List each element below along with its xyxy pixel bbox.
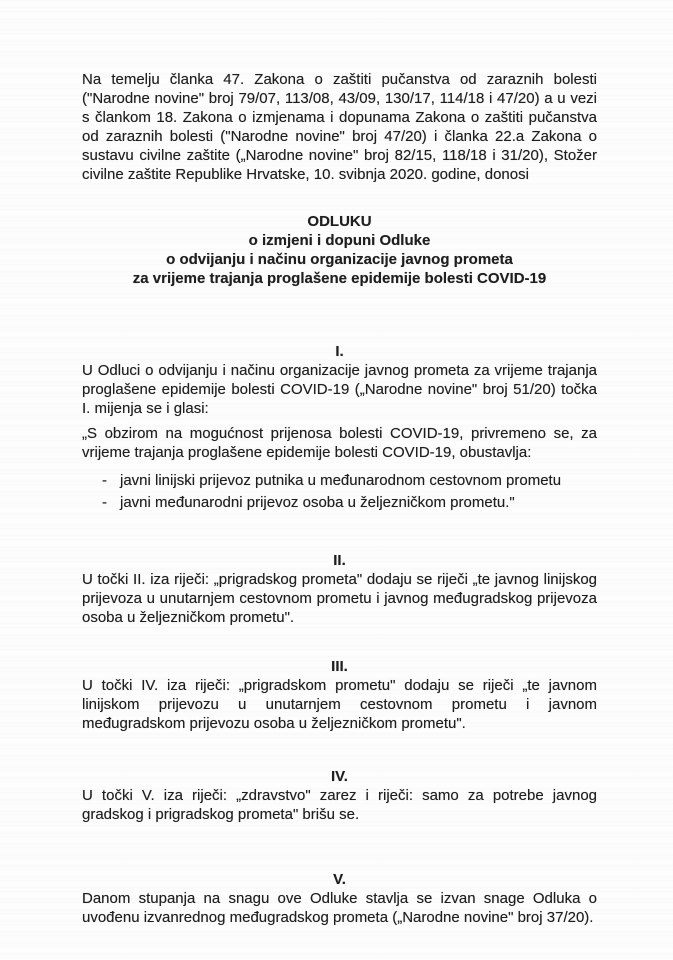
section-II (82, 551, 597, 627)
title-line-4: za vrijeme trajanja proglašene epidemije bolesti COVID-19 (132, 270, 547, 287)
bullet-dash: - (102, 494, 107, 511)
bullet-dash: - (102, 472, 107, 489)
section-I-bullet-list (82, 471, 597, 512)
bullet-text: javni linijski prijevoz putnika u međunarodnom cestovnom prometu (120, 472, 562, 489)
section-I-paragraph: U Odluci o odvijanju i načinu organizacije javnog prometa za vrijeme trajanja proglašene epidemije bolesti COVID-19 („Narodne novine" broj 51/20) točka I. mijenja se i glasi: (82, 362, 597, 417)
section-III-paragraph: U točki IV. iza riječi: „prigradskom prometu" dodaju se riječi „te javnom linijskom prijevozu u unutarnjem cestovnom prometu i javnom međugradskom prijevozu osoba u željezničkom prometu". (82, 677, 597, 732)
title-line-3: o odvijanju i načinu organizacije javnog prometa (166, 251, 513, 268)
title-line-1: ODLUKU (307, 213, 372, 230)
section-IV (82, 767, 597, 824)
list-item (82, 493, 597, 512)
bullet-text: javni međunarodni prijevoz osoba u željezničkom prometu." (120, 494, 515, 511)
preamble-paragraph: Na temelju članka 47. Zakona o zaštiti pučanstva od zaraznih bolesti ("Narodne novine" broj 79/07, 113/08, 43/09, 130/17, 114/18 i 47/20) a u vezi s člankom 18. Zakona o izmjenama i dopunama Zakona o zaštiti pučanstva od zaraznih bolesti ("Narodne novine" broj 47/20) i članka 22.a Zakona o sustavu civilne zaštite („Narodne novine" broj 82/15, 118/18 i 31/20), Stožer civilne zaštite Republike Hrvatske, 10. svibnja 2020. godine, donosi (82, 71, 597, 183)
section-IV-paragraph: U točki V. iza riječi: „zdravstvo" zarez i riječi: samo za potrebe javnog gradskog i prigradskog prometa" brišu se. (82, 787, 597, 823)
list-item (82, 471, 597, 490)
section-V-paragraph: Danom stupanja na snagu ove Odluke stavlja se izvan snage Odluka o uvođenu izvanrednog međugradskog prometa („Narodne novine" broj 37/20). (82, 890, 597, 926)
section-I (82, 342, 597, 512)
section-IV-number: IV. (331, 768, 348, 785)
section-III (82, 657, 597, 733)
section-II-paragraph: U točki II. iza riječi: „prigradskog prometa" dodaju se riječi „te javnog linijskog prijevoza u unutarnjem cestovnom prometu i javnog međugradskog prijevoza osoba u željezničkom prometu". (82, 571, 597, 626)
title-line-2: o izmjeni i dopuni Odluke (248, 232, 431, 249)
section-I-number: I. (335, 343, 344, 360)
section-III-number: III. (331, 658, 348, 675)
section-V-number: V. (333, 871, 346, 888)
section-II-number: II. (333, 552, 346, 569)
section-I-quote-paragraph: „S obzirom na mogućnost prijenosa bolesti COVID-19, privremeno se, za vrijeme trajanja proglašene epidemije bolesti COVID-19, obustavlja: (82, 425, 597, 461)
decision-title-block (82, 212, 597, 288)
section-V (82, 870, 597, 927)
